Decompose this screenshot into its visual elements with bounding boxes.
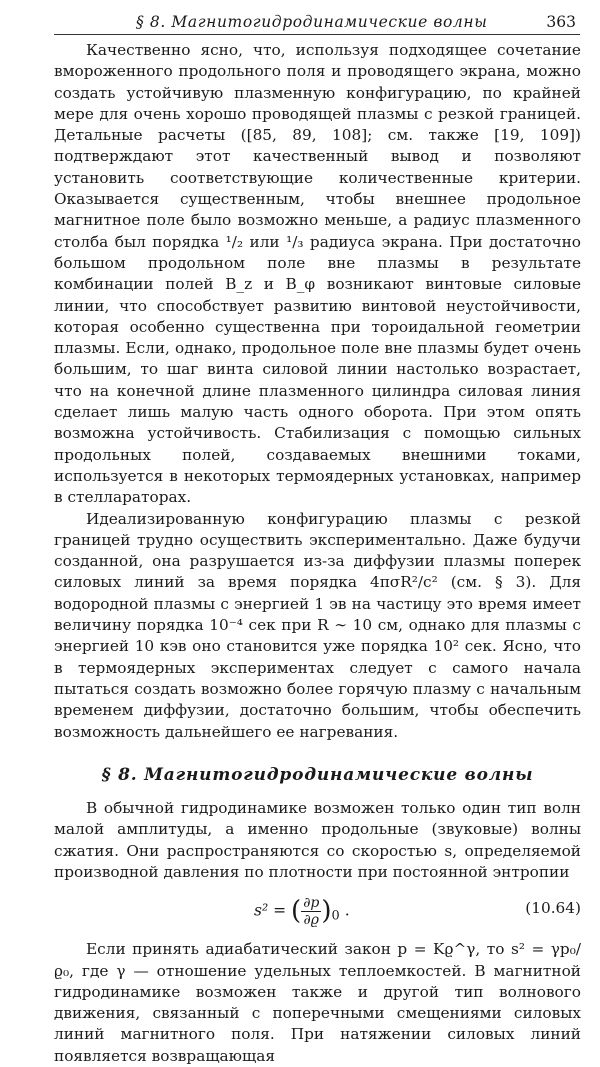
equation-period: . [344, 901, 350, 920]
equation-number: (10.64) [525, 899, 581, 918]
left-paren: ( [291, 896, 302, 927]
equation-expression [254, 895, 350, 928]
paragraph-4: Если принять адиабатический закон p = Kϱ^γ, то s² = γp₀/ϱ₀, где γ — отношение удельных теплоемкостей. В магнитной гидродинамике возможен также и другой тип волнового движения, связанный с поперечными смещениями силовых линий магнитного поля. При натяжении силовых линий появляется возвращающая [54, 940, 581, 1065]
section-heading: § 8. Магнитогидродинамические волны [101, 764, 534, 785]
header-title: § 8. Магнитогидродинамические волны [136, 13, 488, 31]
equation-subscript: 0 [331, 908, 340, 924]
text-body [54, 40, 581, 1067]
equation-10-64 [54, 885, 581, 935]
paragraph-1: Качественно ясно, что, используя подходящее сочетание вмороженного продольного поля и проводящего экрана, можно создать устойчивую плазменную конфигурацию, по крайней мере для очень хорошо проводящей плазмы с резкой границей. Детальные расчеты ([85, 89, 108]; см. также [19, 109]) подтверждают этот качественный вывод и позволяют установить соответствующие количественные критерии. Оказывается существенным, чтобы внешнее продольное магнитное поле было возможно меньше, а радиус плазменного столба был порядка ¹/₂ или ¹/₃ радиуса экрана. При достаточно большом продольном поле вне плазмы в результате комбинации полей B_z и B_φ возникают винтовые силовые линии, что способствует развитию винтовой неустойчивости, которая особенно существенна при тороидальной геометрии плазмы. Если, однако, продольное поле вне плазмы будет очень большим, то шаг винта силовой линии настолько возрастает, что на конечной длине плазменного цилиндра силовая линия сделает лишь малую часть одного оборота. При этом опять возможна устойчивость. Стабилизация с помощью сильных продольных полей, создаваемых внешними токами, используется в некоторых термоядерных установках, например в стеллараторах. [54, 41, 581, 507]
paragraph-3: В обычной гидродинамике возможен только один тип волн малой амплитуды, а именно продольные (звуковые) волны сжатия. Они распространяются со скоростью s, определяемой производной давления по плотности при постоянной энтропии [54, 799, 581, 881]
page-number: 363 [546, 13, 576, 31]
right-paren: ) [321, 896, 332, 927]
fraction-numerator: ∂p [303, 895, 320, 912]
running-header [54, 10, 580, 35]
equation-lhs: s² = [254, 901, 287, 920]
fraction-denominator: ∂ϱ [303, 912, 320, 929]
paragraph-2: Идеализированную конфигурацию плазмы с резкой границей трудно осуществить экспериментально. Даже будучи созданной, она разрушается из-за диффузии плазмы поперек силовых линий за время порядка 4πσR²/c² (см. § 3). Для водородной плазмы с энергией 1 эв на частицу это время имеет величину порядка 10⁻⁴ сек при R ∼ 10 см, однако для плазмы с энергией 10 кэв оно становится уже порядка 10² сек. Ясно, что в термоядерных экспериментах следует с самого начала пытаться создать возможно более горячую плазму с начальным временем диффузии, достаточно большим, чтобы обеспечить возможность дальнейшего ее нагревания. [54, 509, 581, 741]
partial-derivative-fraction [301, 895, 321, 928]
